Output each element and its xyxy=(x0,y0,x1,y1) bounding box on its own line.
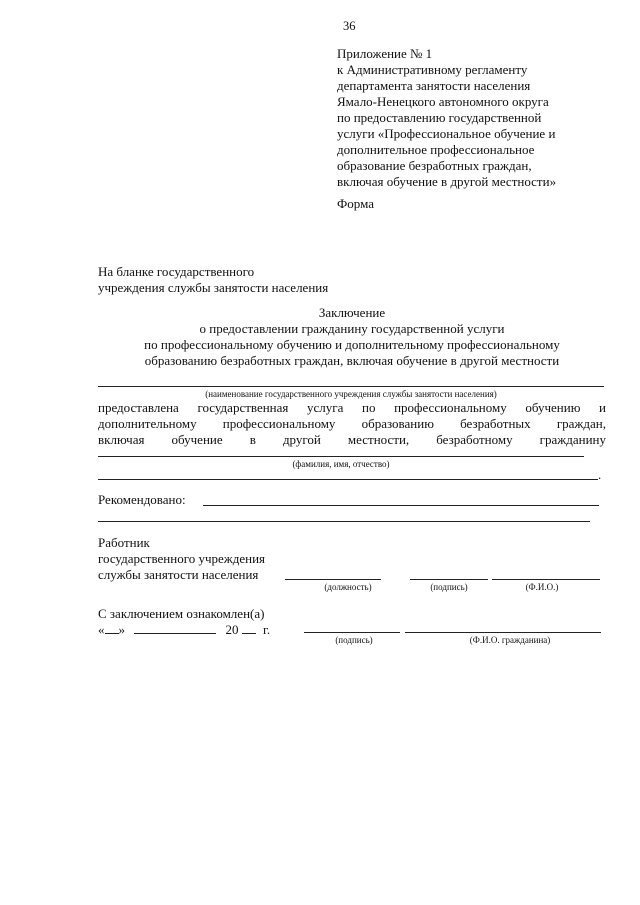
body-text-line: включая обучение в другой местности, безработному гражданину xyxy=(98,432,606,447)
fio-caption: (фамилия, имя, отчество) xyxy=(292,459,390,469)
date-line xyxy=(98,622,270,638)
appendix-line: образование безработных граждан, xyxy=(337,158,532,173)
appendix-line: включая обучение в другой местности» xyxy=(337,174,557,189)
citizen-name-field[interactable] xyxy=(98,456,584,457)
month-field[interactable] xyxy=(134,633,216,634)
body-text-line: предоставлена государственная услуга по профессиональному обучению и xyxy=(98,400,606,415)
period: . xyxy=(598,467,602,482)
institution-name-field[interactable] xyxy=(98,386,604,387)
year-prefix: 20 xyxy=(225,622,239,637)
worker-label: службы занятости населения xyxy=(98,567,259,582)
document-subtitle-line: о предоставлении гражданину государственной услуги xyxy=(199,321,505,336)
appendix-line: дополнительное профессиональное xyxy=(337,142,535,157)
citizen-signature-caption: (подпись) xyxy=(335,635,373,645)
document-heading: Заключение xyxy=(318,305,386,320)
appendix-line: департамента занятости населения xyxy=(337,78,531,93)
form-label: Форма xyxy=(337,196,374,211)
worker-name-field[interactable] xyxy=(492,579,600,580)
body-text-line: дополнительному профессиональному образованию безработных граждан, xyxy=(98,416,606,431)
appendix-line: к Административному регламенту xyxy=(337,62,528,77)
quote-open: « xyxy=(98,622,105,637)
appendix-line: услуги «Профессиональное обучение и xyxy=(337,126,556,141)
signature-caption: (подпись) xyxy=(430,582,468,592)
citizen-fio-field[interactable] xyxy=(405,632,601,633)
letterhead-line: учреждения службы занятости населения xyxy=(98,280,329,295)
worker-label: Работник xyxy=(98,535,150,550)
document-subtitle-line: образованию безработных граждан, включая обучение в другой местности xyxy=(144,353,560,368)
position-caption: (должность) xyxy=(324,582,372,592)
day-field[interactable] xyxy=(105,633,119,634)
citizen-name-caption: (Ф.И.О. гражданина) xyxy=(469,635,551,645)
year-field[interactable] xyxy=(242,633,256,634)
citizen-signature-field[interactable] xyxy=(304,632,400,633)
page-number: 36 xyxy=(343,19,356,33)
name-caption: (Ф.И.О.) xyxy=(525,582,559,592)
appendix-line: Ямало-Ненецкого автономного округа xyxy=(337,94,549,109)
recommended-label: Рекомендовано: xyxy=(98,492,186,507)
appendix-line: по предоставлению государственной xyxy=(337,110,542,125)
worker-label: государственного учреждения xyxy=(98,551,266,566)
recommendation-field-2[interactable] xyxy=(98,521,590,522)
quote-close: » xyxy=(118,622,125,637)
acknowledgement-label: С заключением ознакомлен(а) xyxy=(98,606,265,621)
position-field[interactable] xyxy=(285,579,381,580)
citizen-name-field-2[interactable] xyxy=(98,479,598,480)
appendix-title: Приложение № 1 xyxy=(337,46,433,61)
recommendation-field[interactable] xyxy=(203,505,599,506)
worker-signature-field[interactable] xyxy=(410,579,488,580)
year-suffix: г. xyxy=(263,622,271,637)
letterhead-line: На бланке государственного xyxy=(98,264,255,279)
institution-caption: (наименование государственного учреждения службы занятости населения) xyxy=(205,389,497,399)
document-subtitle-line: по профессиональному обучению и дополнительному профессиональному xyxy=(144,337,560,352)
